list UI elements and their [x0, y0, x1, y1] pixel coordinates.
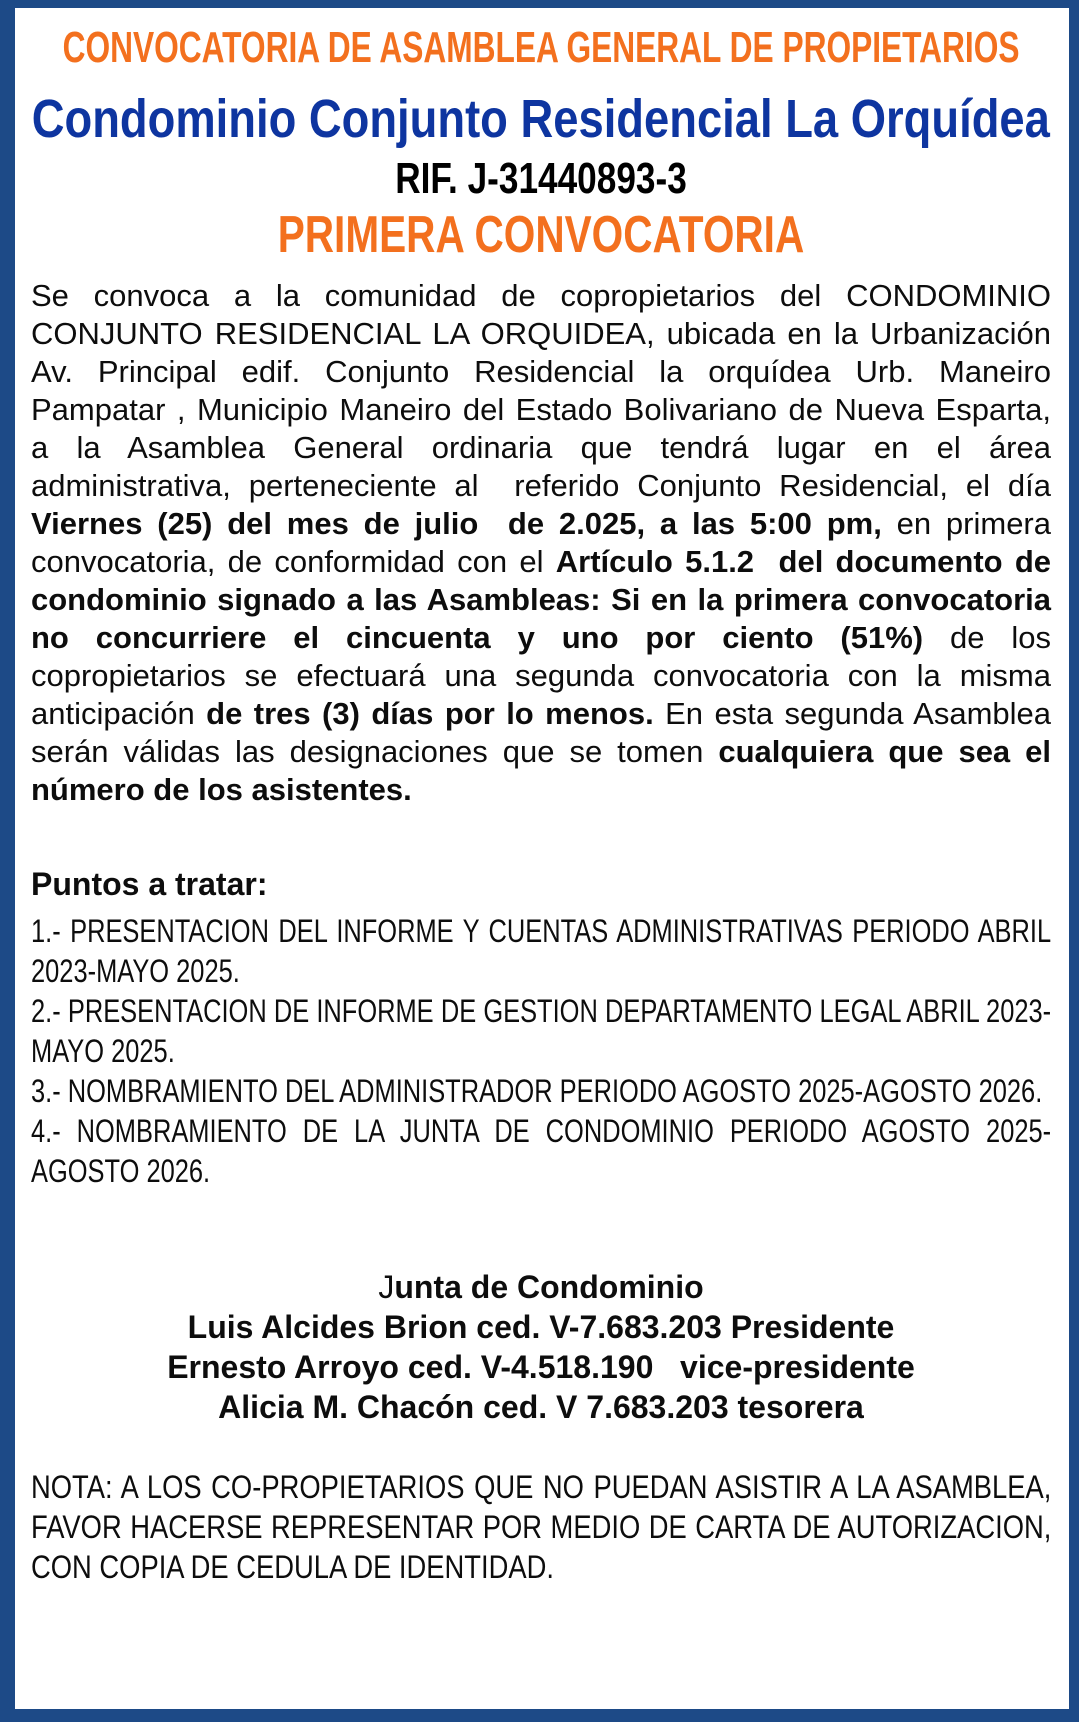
text-segment: en primera convocatoria, de conformidad con el: [31, 506, 1060, 579]
text-segment: de los copropietarios se efectuará una segunda convocatoria con la misma anticipación: [31, 620, 1060, 731]
board-member: Ernesto Arroyo ced. V-4.518.190 vice-presidente: [167, 1349, 915, 1385]
text-segment: En esta segunda Asamblea serán válidas las designaciones que se tomen: [31, 696, 1060, 769]
agenda-item: 3.- NOMBRAMIENTO DEL ADMINISTRADOR PERIODO AGOSTO 2025-AGOSTO 2026.: [31, 1073, 1043, 1109]
document-title: Condominio Conjunto Residencial La Orquídea: [31, 89, 1050, 149]
note-paragraph: NOTA: A LOS CO-PROPIETARIOS QUE NO PUEDAN ASISTIR A LA ASAMBLEA, FAVOR HACERSE REPRESENTAR POR MEDIO DE CARTA DE AUTORIZACION, CON COPIA DE CEDULA DE IDENTIDAD.: [31, 1469, 1052, 1585]
text-segment: J: [378, 1269, 395, 1305]
agenda-item: 2.- PRESENTACION DE INFORME DE GESTION DEPARTAMENTO LEGAL ABRIL 2023-MAYO 2025.: [31, 993, 1052, 1069]
text-segment: de tres (3) días por lo menos.: [206, 696, 654, 731]
rif-number: RIF. J-31440893-3: [395, 154, 687, 203]
main-paragraph: [31, 277, 1060, 809]
agenda-item: 4.- NOMBRAMIENTO DE LA JUNTA DE CONDOMINIO PERIODO AGOSTO 2025-AGOSTO 2026.: [31, 1113, 1052, 1189]
text-segment: Artículo 5.1.2 del documento de condominio signado a las Asambleas: Si en la primera convocatoria no concurriere el cincuenta y uno por ciento (51%): [31, 544, 1060, 655]
board-section: [31, 1267, 1051, 1427]
agenda-heading: Puntos a tratar:: [31, 866, 268, 902]
board-member-list: [31, 1307, 1051, 1427]
agenda-list: [31, 911, 1051, 1191]
board-member: Alicia M. Chacón ced. V 7.683.203 tesorera: [218, 1389, 864, 1425]
text-segment: Viernes (25) del mes de julio de 2.025, a las 5:00 pm,: [31, 506, 882, 541]
board-heading: [31, 1267, 1051, 1307]
text-segment: Se convoca a la comunidad de copropietarios del CONDOMINIO CONJUNTO RESIDENCIAL LA ORQUIDEA, ubicada en la Urbanización Av. Principal edif. Conjunto Residencial la orquídea Urb. Maneiro Pampatar , Municipio Maneiro del Estado Bolivariano de Nueva Esparta, a la Asamblea General ordinaria que tendrá lugar en el área administrativa, perteneciente al referido Conjunto Residencial, el día: [31, 278, 1060, 503]
page-title: CONVOCATORIA DE ASAMBLEA GENERAL DE PROPIETARIOS: [62, 23, 1020, 72]
text-segment: unta de Condominio: [394, 1269, 704, 1305]
agenda-item: 1.- PRESENTACION DEL INFORME Y CUENTAS ADMINISTRATIVAS PERIODO ABRIL 2023-MAYO 2025.: [31, 913, 1052, 989]
board-member: Luis Alcides Brion ced. V-7.683.203 Presidente: [187, 1309, 895, 1345]
subtitle: PRIMERA CONVOCATORIA: [277, 206, 805, 264]
text-segment: cualquiera que sea el número de los asistentes.: [31, 734, 1060, 807]
